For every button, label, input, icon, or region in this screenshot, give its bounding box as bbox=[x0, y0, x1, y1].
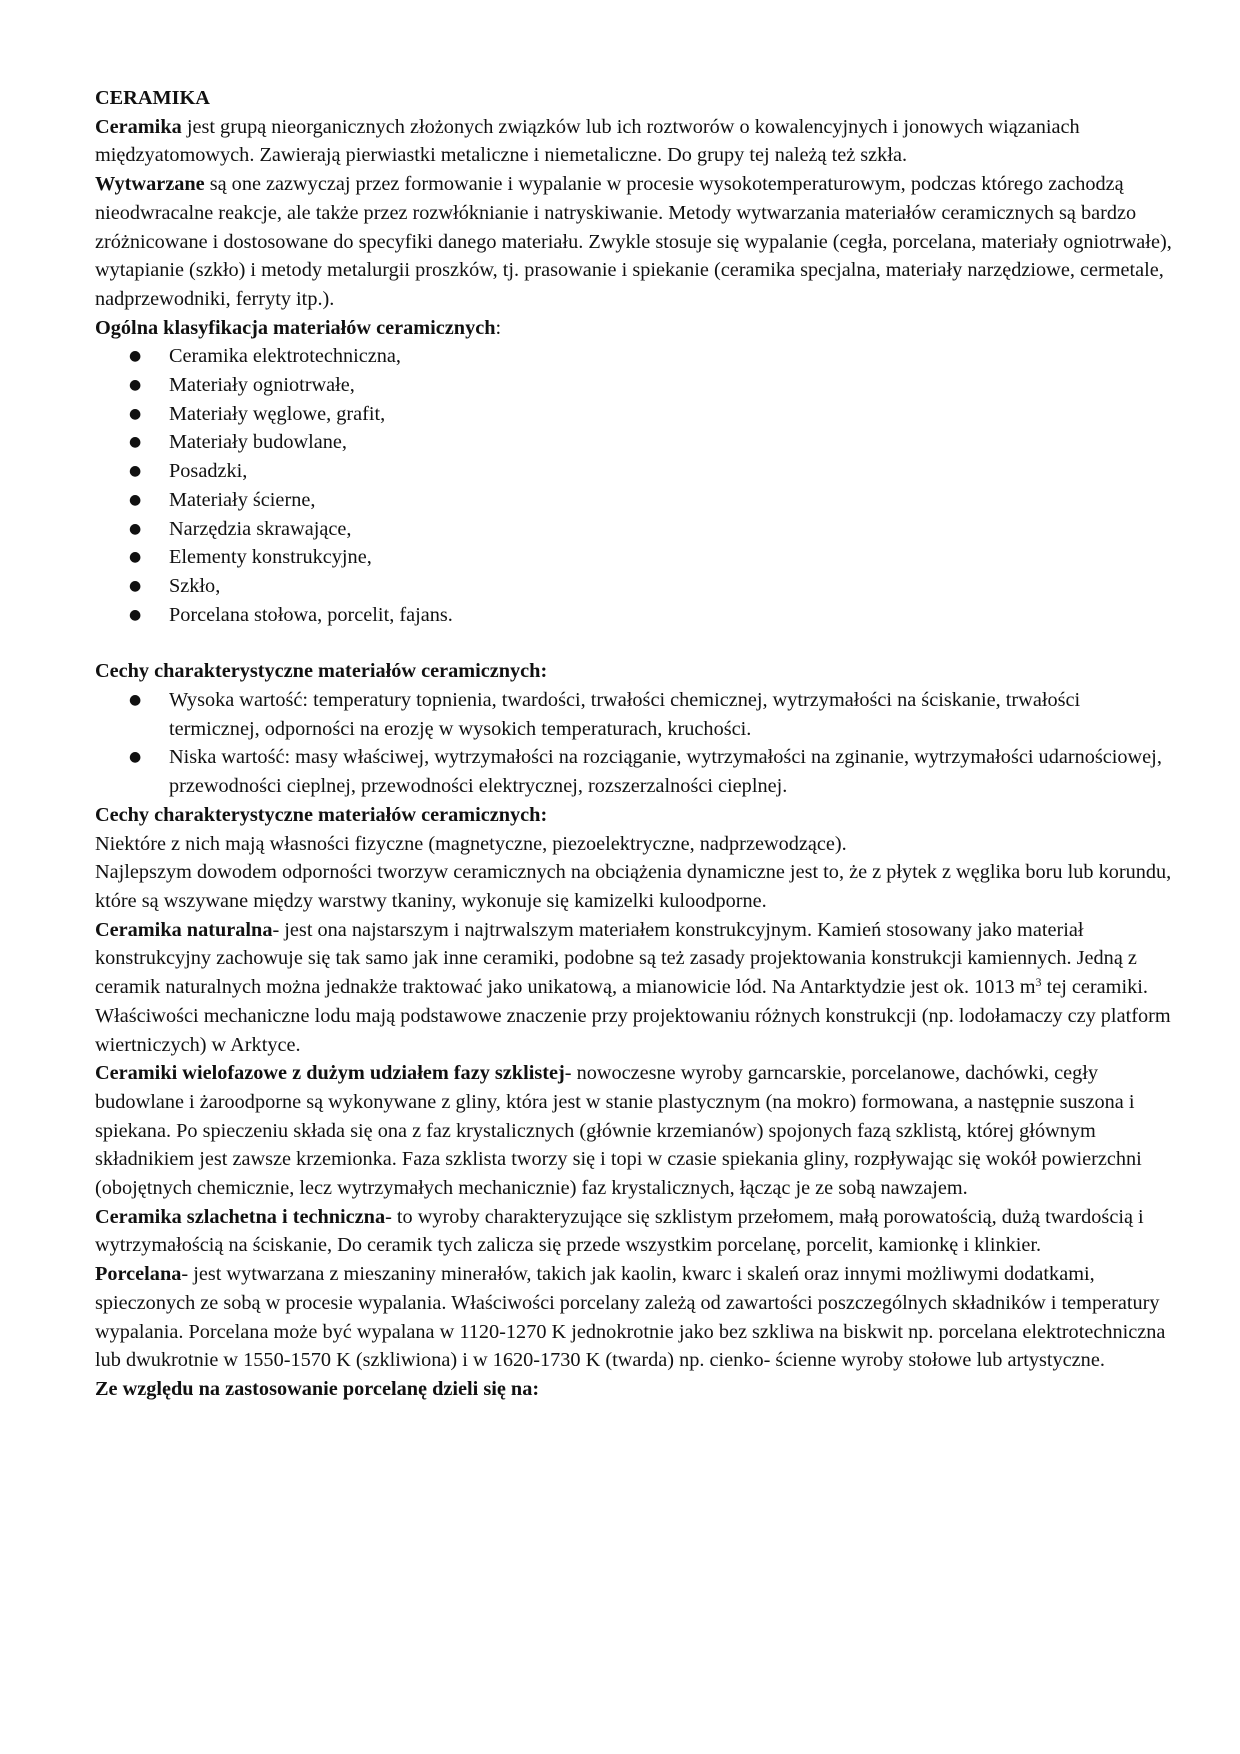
paragraph-production: Wytwarzane są one zazwyczaj przez formowanie i wypalanie w procesie wysokotemperaturowym, podczas którego zachodzą nieodwracalne reakcje, ale także przez rozwłóknianie i natryskiwanie. Metody wytwarzania materiałów ceramicznych są bardzo zróżnicowane i dostosowane do specyfiki danego materiału. Zwykle stosuje się wypalanie (cegła, porcelana, materiały ogniotrwałe), wytapianie (szkło) i metody metalurgii proszków, tj. prasowanie i spiekanie (ceramika specjalna, materiały narzędziowe, cermetale, nadprzewodniki, ferryty itp.). bbox=[95, 173, 1172, 310]
paragraph-armor: Najlepszym dowodem odporności tworzyw ceramicznych na obciążenia dynamiczne jest to, że z płytek z węglika boru lub korundu, które są wszywane między warstwy tkaniny, wykonuje się kamizelki kuloodporne. bbox=[95, 861, 1172, 912]
term-fine: Ceramika szlachetna i techniczna bbox=[95, 1205, 386, 1228]
list-item: ● Materiały ścierne, bbox=[95, 486, 1175, 515]
paragraph-definition: Ceramika jest grupą nieorganicznych złożonych związków lub ich roztworów o kowalencyjnych i jonowych wiązaniach międzyatomowych. Zawierają pierwiastki metaliczne i niemetaliczne. Do grupy tej należą też szkła. bbox=[95, 115, 1080, 167]
list-item: ● Porcelana stołowa, porcelit, fajans. bbox=[95, 601, 1175, 630]
list-item: ● Posadzki, bbox=[95, 457, 1175, 486]
list-item: ● Materiały ogniotrwałe, bbox=[95, 371, 1175, 400]
term-ceramika: Ceramika bbox=[95, 115, 182, 138]
list-item: ● Wysoka wartość: temperatury topnienia, twardości, trwałości chemicznej, wytrzymałości na ściskanie, trwałości termicznej, odporności na erozję w wysokich temperaturach, kruchości. bbox=[95, 686, 1175, 743]
list-item: ● Niska wartość: masy właściwej, wytrzymałości na rozciąganie, wytrzymałości na zginanie, wytrzymałości udarnościowej, przewodności cieplnej, przewodności elektrycznej, rozszerzalności cieplnej. bbox=[95, 743, 1175, 800]
paragraph-fine: Ceramika szlachetna i techniczna- to wyroby charakteryzujące się szklistym przełomem, małą porowatością, dużą twardością i wytrzymałością na ściskanie, Do ceramik tych zalicza się przede wszystkim porcelanę, porcelit, kamionkę i klinkier. bbox=[95, 1205, 1144, 1257]
list-item: ● Materiały węglowe, grafit, bbox=[95, 400, 1175, 429]
paragraph-multiphase: Ceramiki wielofazowe z dużym udziałem fazy szklistej- nowoczesne wyroby garncarskie, porcelanowe, dachówki, cegły budowlane i żaroodporne są wykonywane z gliny, która jest w stanie plastycznym (na mokro) formowana, a następnie suszona i spiekana. Po spieczeniu składa się ona z faz krystalicznych (głównie krzemianów) spojonych fazą szklistą, której głównym składnikiem jest zawsze krzemionka. Faza szklista tworzy się i topi w czasie spiekania gliny, rozpływając się wokół powierzchni (obojętnych chemicznie, lecz wytrzymałych mechanicznie) faz krystalicznych, łącząc je ze sobą nawzajem. bbox=[95, 1062, 1142, 1200]
list-item: ● Narzędzia skrawające, bbox=[95, 515, 1175, 544]
term-natural: Ceramika naturalna bbox=[95, 918, 273, 941]
final-heading: Ze względu na zastosowanie porcelanę dzieli się na: bbox=[95, 1377, 540, 1400]
term-multiphase: Ceramiki wielofazowe z dużym udziałem fazy szklistej bbox=[95, 1062, 565, 1085]
list-item: ● Materiały budowlane, bbox=[95, 428, 1175, 457]
classification-list bbox=[95, 342, 1175, 629]
paragraph-physical: Niektóre z nich mają własności fizyczne (magnetyczne, piezoelektryczne, nadprzewodzące). bbox=[95, 832, 847, 855]
term-porcelain: Porcelana bbox=[95, 1263, 182, 1286]
term-wytwarzane: Wytwarzane bbox=[95, 173, 205, 196]
spacer bbox=[95, 629, 1175, 657]
features-list bbox=[95, 686, 1175, 801]
list-item: ● Elementy konstrukcyjne, bbox=[95, 543, 1175, 572]
document-page bbox=[95, 84, 1175, 1404]
features-heading: Cechy charakterystyczne materiałów ceramicznych: bbox=[95, 660, 548, 683]
list-item: ● Szkło, bbox=[95, 572, 1175, 601]
classification-heading: Ogólna klasyfikacja materiałów ceramicznych: bbox=[95, 316, 502, 339]
features-heading-2: Cechy charakterystyczne materiałów ceramicznych: bbox=[95, 803, 548, 826]
paragraph-natural: Ceramika naturalna- jest ona najstarszym i najtrwalszym materiałem konstrukcyjnym. Kamień stosowany jako materiał konstrukcyjny zachowuje się tak samo jak inne ceramiki, podobne są też zasady projektowania konstrukcji kamiennych. Jedną z ceramik naturalnych można jednakże traktować jako unikatową, a mianowicie lód. Na Antarktydzie jest ok. 1013 $m^3$ tej ceramiki. Właściwości mechaniczne lodu mają podstawowe znaczenie przy projektowaniu różnych konstrukcji (np. lodołamaczy czy platform wiertniczych) w Arktyce. bbox=[95, 918, 1171, 1056]
paragraph-porcelain: Porcelana- jest wytwarzana z mieszaniny minerałów, takich jak kaolin, kwarc i skaleń oraz innymi możliwymi dodatkami, spieczonych ze sobą w procesie wypalania. Właściwości porcelany zależą od zawartości poszczególnych składników i temperatury wypalania. Porcelana może być wypalana w 1120-1270 K jednokrotnie jako bez szkliwa na biskwit np. porcelana elektrotechniczna lub dwukrotnie w 1550-1570 K (szkliwiona) i w 1620-1730 K (twarda) np. cienko- ścienne wyroby stołowe lub artystyczne. bbox=[95, 1263, 1166, 1372]
list-item: ● Ceramika elektrotechniczna, bbox=[95, 342, 1175, 371]
page-title: CERAMIKA bbox=[95, 87, 210, 109]
